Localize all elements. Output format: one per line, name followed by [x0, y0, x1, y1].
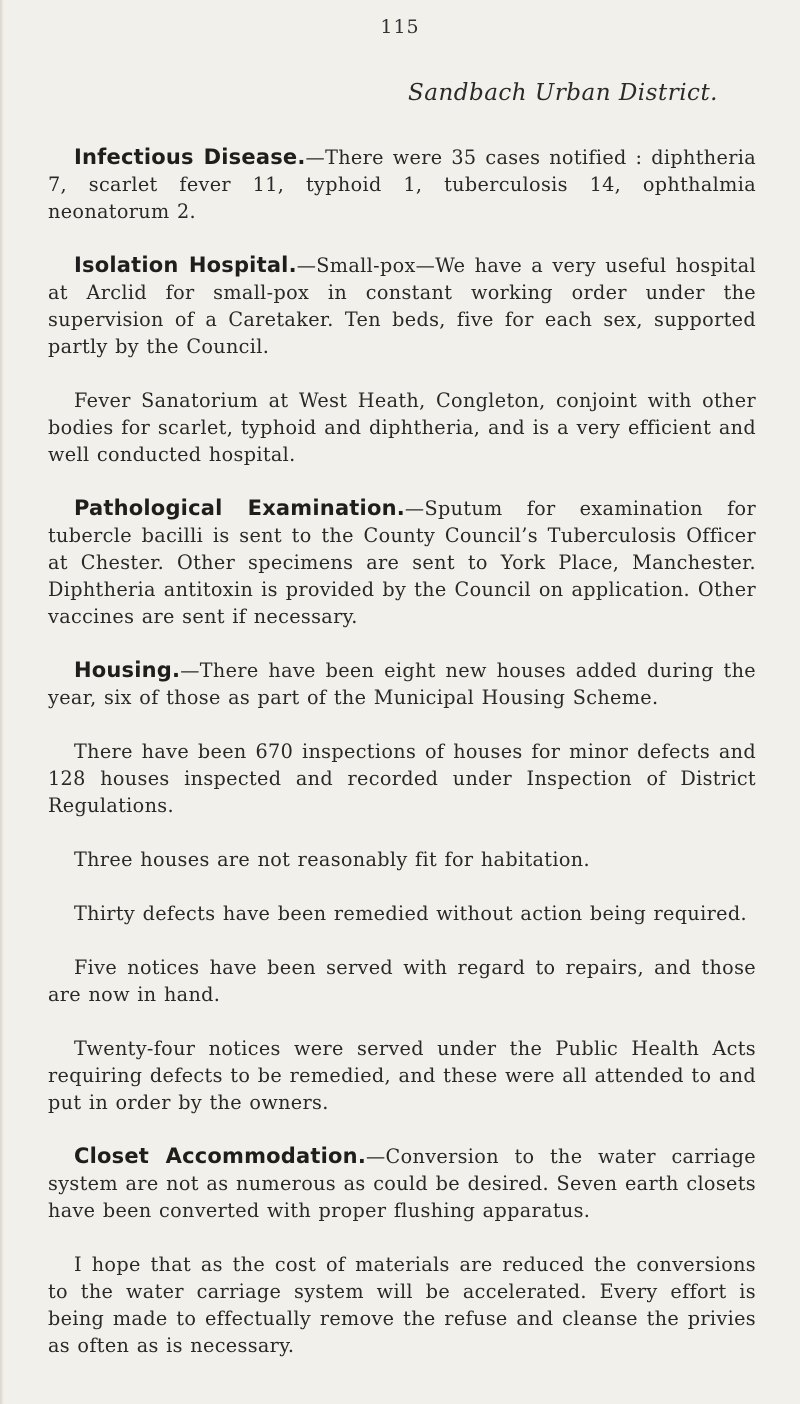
closet-accommodation-paragraph	[48, 1143, 756, 1224]
isolation-hospital-heading: Isolation Hospital.	[74, 253, 297, 277]
housing-inspections-paragraph: There have been 670 inspections of houses for minor defects and 128 houses inspected and recorded under Inspection of District Regulations.	[48, 740, 756, 817]
report-body	[48, 144, 756, 1386]
isolation-hospital-paragraph	[48, 252, 756, 360]
fever-sanatorium-paragraph: Fever Sanatorium at West Heath, Congleton, conjoint with other bodies for scarlet, typhoid and diphtheria, and is a very efficient and well conducted hospital.	[48, 389, 756, 466]
pathological-examination-heading: Pathological Examination.	[74, 496, 405, 520]
district-title: Sandbach Urban District.	[407, 80, 718, 106]
housing-notices-paragraph: Twenty-four notices were served under the Public Health Acts requiring defects to be remedied, and these were all attended to and put in order by the owners.	[48, 1037, 756, 1114]
pathological-examination-text: —Sputum for examination for tubercle bacilli is sent to the County Council’s Tuberculosis Officer at Chester. Other specimens are sent to York Place, Manchester. Diphtheria antitoxin is provided by the Council on application. Other vaccines are sent if necessary.	[48, 497, 756, 628]
closet-conversion-paragraph: I hope that as the cost of materials are reduced the conversions to the water carriage system will be accelerated. Every effort is being made to effectually remove the refuse and cleanse the privies as often as is necessary.	[48, 1253, 756, 1357]
page-number: 115	[380, 16, 420, 38]
pathological-examination-paragraph	[48, 495, 756, 630]
infectious-disease-text: —There were 35 cases notified : diphtheria 7, scarlet fever 11, typhoid 1, tuberculosis 14, ophthalmia neonatorum 2.	[48, 146, 756, 223]
infectious-disease-heading: Infectious Disease.	[74, 145, 306, 169]
housing-defects-paragraph: Thirty defects have been remedied without action being required.	[74, 902, 747, 925]
housing-paragraph	[48, 657, 756, 711]
closet-accommodation-text: —Conversion to the water carriage system are not as numerous as could be desired. Seven earth closets have been converted with proper flushing apparatus.	[48, 1145, 756, 1222]
isolation-hospital-text: —Small-pox—We have a very useful hospital at Arclid for small-pox in constant working order under the supervision of a Caretaker. Ten beds, five for each sex, supported partly by the Council.	[48, 254, 756, 358]
housing-heading: Housing.	[74, 658, 181, 682]
infectious-disease-paragraph	[48, 144, 756, 225]
housing-repairs-paragraph: Five notices have been served with regard to repairs, and those are now in hand.	[48, 956, 756, 1006]
housing-text: —There have been eight new houses added during the year, six of those as part of the Municipal Housing Scheme.	[48, 659, 756, 709]
page-edge-shadow	[0, 0, 4, 1404]
housing-unfit-paragraph: Three houses are not reasonably fit for habitation.	[74, 848, 590, 871]
closet-accommodation-heading: Closet Accommodation.	[74, 1144, 367, 1168]
